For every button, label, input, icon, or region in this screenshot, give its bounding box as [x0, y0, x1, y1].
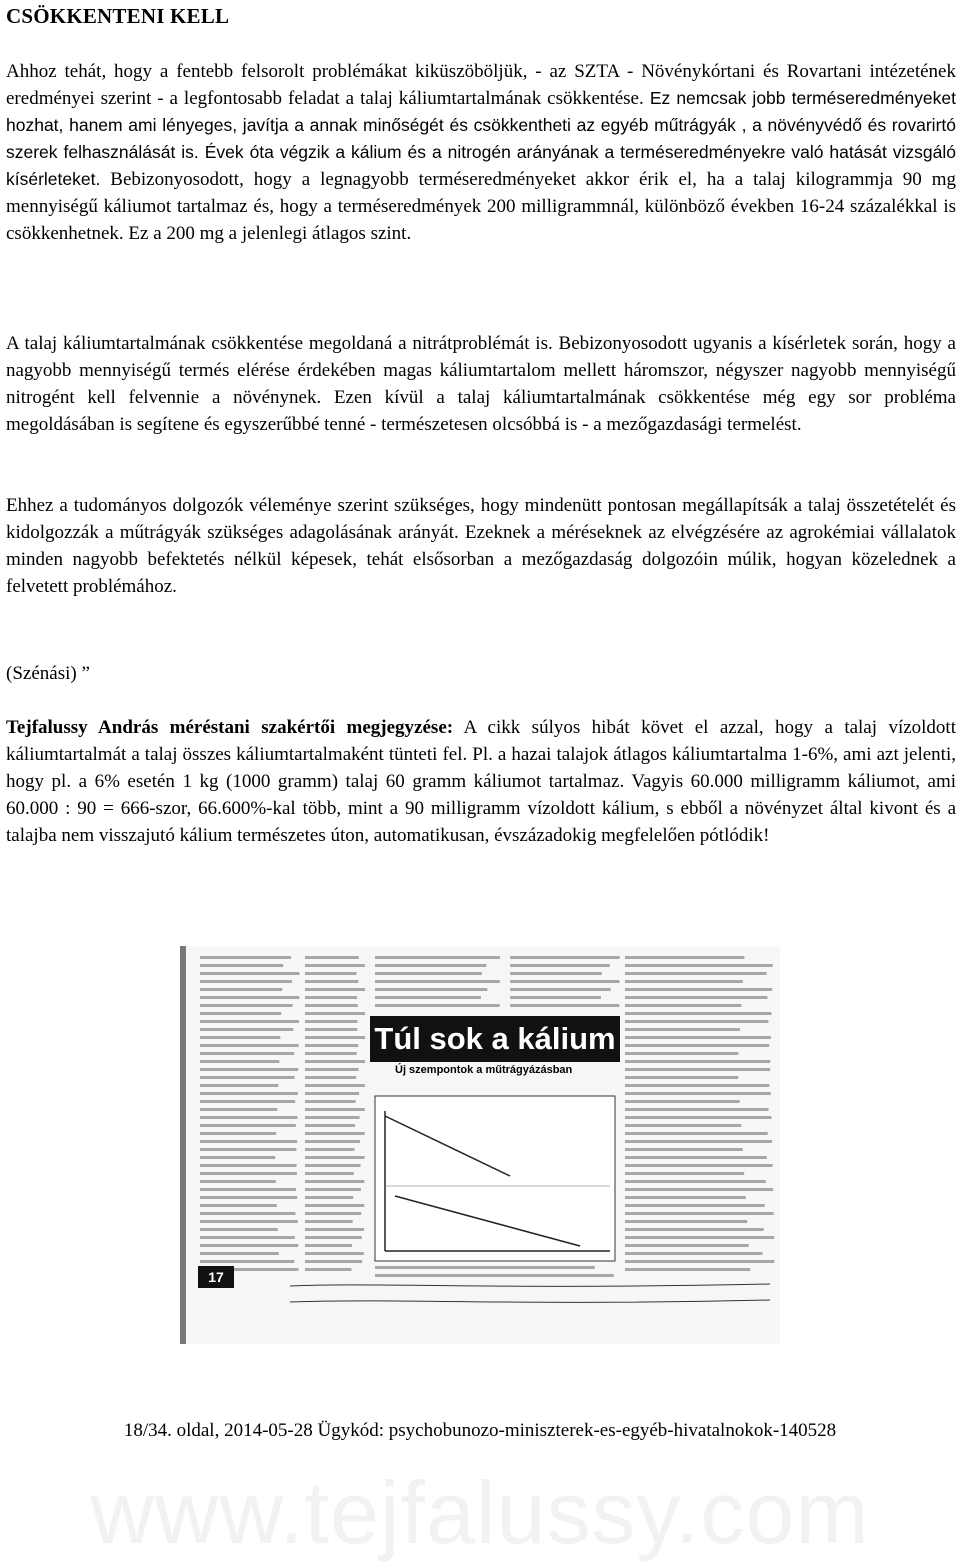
- paragraph-1-serif-part-2: Bebizonyosodott, hogy a legnagyobb terméseredményeket akkor érik el, ha a talaj kilogrammja 90 mg mennyiségű káliumot tartalmaz és, hogy a terméseredmények 200 milligrammnál, különböző években 16-24 százalékkal is csökkenhetnek. Ez a 200 mg a jelenlegi átlagos szint.: [6, 169, 956, 244]
- paragraph-1: [6, 58, 956, 247]
- clipping-page-number: 17: [198, 1266, 234, 1288]
- paragraph-1-serif-part: Ahhoz tehát, hogy a fentebb felsorolt problémákat kiküszöböljük, - az SZTA - Növénykórtani és Rovartani intézetének eredményei szerint - a legfontosabb feladat a talaj káliumtartalmának csökkentése.: [6, 61, 956, 109]
- paragraph-3: Ehhez a tudományos dolgozók véleménye szerint szükséges, hogy mindenütt pontosan megállapítsák a talaj összetételét és kidolgozzák a műtrágyák szükséges adagolásának arányát. Ezeknek a méréseknek az elvégzésére az agrokémiai vállalatok minden nagyobb befektetés nélkül képesek, tehát elsősorban a mezőgazdaság dolgozóin múlik, hogyan közelednek a felvetett problémához.: [6, 495, 956, 597]
- expert-comment-text: A cikk súlyos hibát követ el azzal, hogy a talaj vízoldott káliumtartalmát a talaj összes káliumtartalmaként tünteti fel. Pl. a hazai talajok átlagos káliumtartalma 1-6%, ami azt jelenti, hogy pl. a 6% esetén 1 kg (1000 gramm) talaj 60 gramm káliumot tartalmaz. Vagyis 60.000 milligramm káliumot, ami 60.000 : 90 = 666-szor, 66.600%-kal több, mint a 90 milligramm vízoldott kálium, s ebből a növényzet által kivont és a talajba nem visszajutó kálium természetes úton, automatikusan, évszázadokig megfelelően pótlódik!: [6, 717, 956, 846]
- section-heading: CSÖKKENTENI KELL: [6, 4, 230, 28]
- site-watermark: www.tejfalussy.com: [90, 1463, 870, 1562]
- clipping-subheadline: Új szempontok a műtrágyázásban: [395, 1064, 573, 1076]
- paragraph-2: A talaj káliumtartalmának csökkentése megoldaná a nitrátproblémát is. Bebizonyosodott ugyanis a kísérletek során, hogy a nagyobb mennyiségű termés elérése érdekében magas káliumtartalom mellett háromszor, négyszer nagyobb mennyiségű nitrogént kell felvennie a növénynek. Ezen kívül a talaj káliumtartalmának csökkentése még egy sor probléma megoldásában is segítene és egyszerűbbé tenné - természetesen olcsóbbá is - a mezőgazdasági termelést.: [6, 333, 956, 435]
- author-signature-line: (Szénási) ”: [6, 663, 90, 684]
- expert-comment: [6, 714, 956, 849]
- newspaper-clipping-image: [180, 946, 780, 1344]
- page-footer: 18/34. oldal, 2014-05-28 Ügykód: psychobunozo-miniszterek-es-egyéb-hivatalnokok-140528: [123, 1420, 837, 1441]
- paragraph-1-sans-part: Ez nemcsak jobb terméseredményeket hozhat, hanem ami lényeges, javítja a annak minőségét és csökkentheti az egyéb műtrágyák , a növényvédő és rovarirtó szerek felhasználását is. Évek óta végzik a kálium és a nitrogén arányának a terméseredményekre való hatását vizsgáló kísérleteket.: [6, 88, 956, 189]
- expert-comment-label: Tejfalussy András méréstani szakértői megjegyzése:: [6, 717, 454, 738]
- clipping-scan-graphic: [180, 946, 780, 1344]
- clipping-headline: Túl sok a kálium: [370, 1016, 620, 1062]
